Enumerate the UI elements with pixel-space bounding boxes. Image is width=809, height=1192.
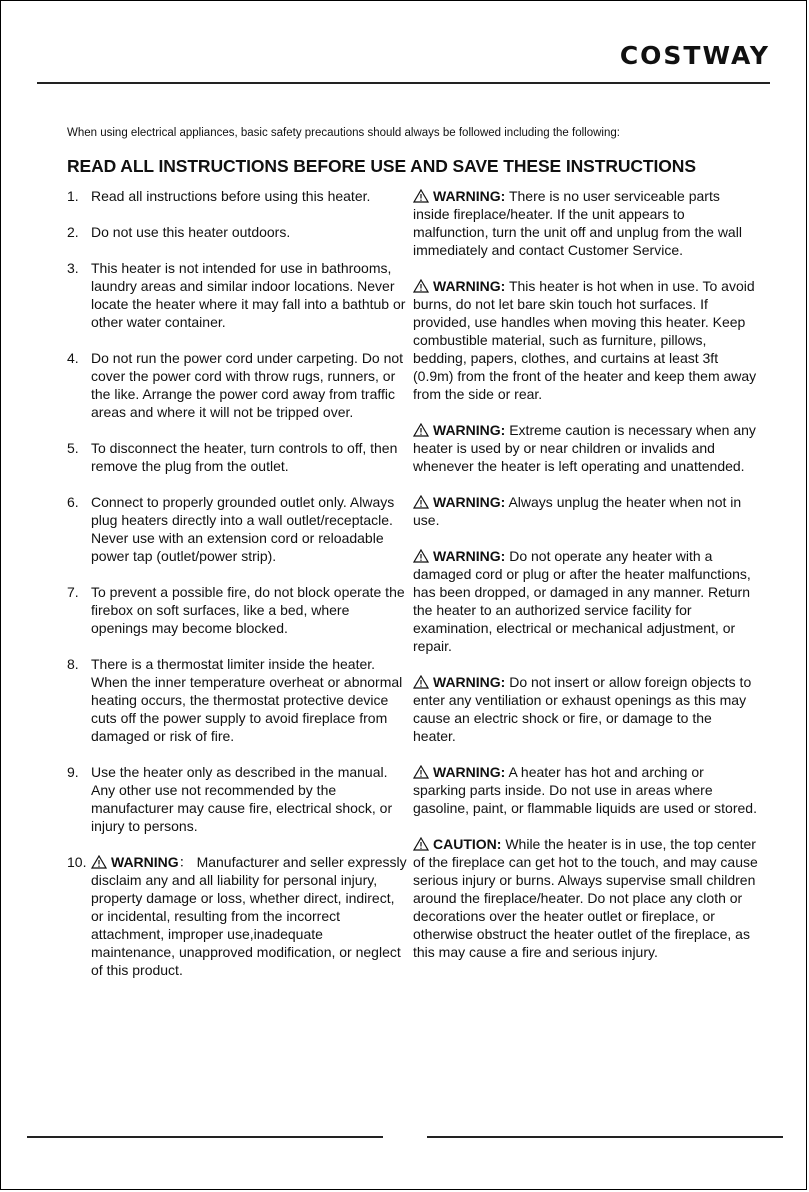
warning-paragraph: WARNING: This heater is hot when in use. To avoid burns, do not let bare skin touch hot surfaces. If provided, use handles when moving this heater. Keep combustible material, such as furniture, pillows, bedding, papers, clothes, and curtains at least 3ft (0.9m) from the front of the heater and keep them away from the side or rear. <box>413 278 757 402</box>
right-column <box>413 187 758 979</box>
caution-paragraph: CAUTION: While the heater is in use, the top center of the fireplace can get hot to the touch, and may cause serious injury or burns. Always supervise small children around the fireplace/heater. Do not place any cloth or decorations over the heater outlet or fireplace, or otherwise obstruct the heater outlet of the fireplace, as this may cause a fire and serious injury. <box>413 836 758 960</box>
warning-triangle-icon <box>91 855 107 869</box>
footer-divider-right <box>427 1136 783 1138</box>
list-item: 2. Do not use this heater outdoors. <box>67 224 291 240</box>
list-item-10: 10. WARNING： Manufacturer and seller expressly disclaim any and all liability for personal injury, property damage or loss, whether direct, indirect, or incidental, resulting from the incorrect attachment, improper use,inadequate maintenance, unapproved modification, or neglect of this product. <box>67 854 407 978</box>
warning-paragraph: WARNING: Extreme caution is necessary when any heater is used by or near children or invalids and whenever the heater is left operating and unattended. <box>413 422 756 474</box>
warning-triangle-icon <box>413 549 429 563</box>
list-item: 9. Use the heater only as described in the manual. Any other use not recommended by the manufacturer may cause fire, electrical shock, or injury to persons. <box>67 764 393 834</box>
warning-paragraph: WARNING: A heater has hot and arching or sparking parts inside. Do not use in areas where gasoline, paint, or flammable liquids are used or stored. <box>413 764 757 816</box>
intro-text: When using electrical appliances, basic safety precautions should always be followed including the following: <box>67 127 620 139</box>
warning-paragraph: WARNING: There is no user serviceable parts inside fireplace/heater. If the unit appears to malfunction, turn the unit off and unplug from the wall immediately and contact Customer Service. <box>413 188 742 258</box>
warning-label: WARNING <box>111 854 179 870</box>
warning-triangle-icon <box>413 495 429 509</box>
warning-triangle-icon <box>413 423 429 437</box>
list-item: 8. There is a thermostat limiter inside the heater. When the inner temperature overheat or abnormal heating occurs, the thermostat protective device cuts off the power supply to avoid fireplace from damaged or risk of fire. <box>67 656 403 744</box>
page-headline: READ ALL INSTRUCTIONS BEFORE USE AND SAVE THESE INSTRUCTIONS <box>67 156 696 176</box>
list-item: 6. Connect to properly grounded outlet only. Always plug heaters directly into a wall outlet/receptacle. Never use with an extension cord or reloadable power tap (outlet/power strip). <box>67 494 395 564</box>
warning-triangle-icon <box>413 837 429 851</box>
footer-divider-left <box>27 1136 383 1138</box>
list-item: 3. This heater is not intended for use in bathrooms, laundry areas and similar indoor locations. Never locate the heater where it may fall into a bathtub or other water container. <box>67 260 406 330</box>
warning-triangle-icon <box>413 675 429 689</box>
list-item: 7. To prevent a possible fire, do not block operate the firebox on soft surfaces, like a bed, where openings may become blocked. <box>67 584 405 636</box>
warning-paragraph: WARNING: Always unplug the heater when not in use. <box>413 494 742 528</box>
warning-triangle-icon <box>413 189 429 203</box>
list-item: 4. Do not run the power cord under carpeting. Do not cover the power cord with throw rugs, runners, or the like. Arrange the power cord away from traffic areas and where it will not be tripped over. <box>67 350 404 420</box>
brand-logo: COSTWAY <box>619 41 770 70</box>
list-item: 5. To disconnect the heater, turn controls to off, then remove the plug from the outlet. <box>67 440 398 474</box>
warning-triangle-icon <box>413 765 429 779</box>
warning-paragraph: WARNING: Do not operate any heater with a damaged cord or plug or after the heater malfunctions, has been dropped, or damaged in any manner. Return the heater to an authorized service facility for examination, electrical or mechanical adjustment, or repair. <box>413 548 751 654</box>
header-divider <box>37 82 770 84</box>
left-column <box>67 187 407 997</box>
warning-triangle-icon <box>413 279 429 293</box>
warning-paragraph: WARNING: Do not insert or allow foreign objects to enter any ventiliation or exhaust openings as this may cause an electric shock or fire, or damage to the heater. <box>413 674 752 744</box>
list-item: 1. Read all instructions before using this heater. <box>67 188 371 204</box>
separator: ： <box>178 854 193 870</box>
